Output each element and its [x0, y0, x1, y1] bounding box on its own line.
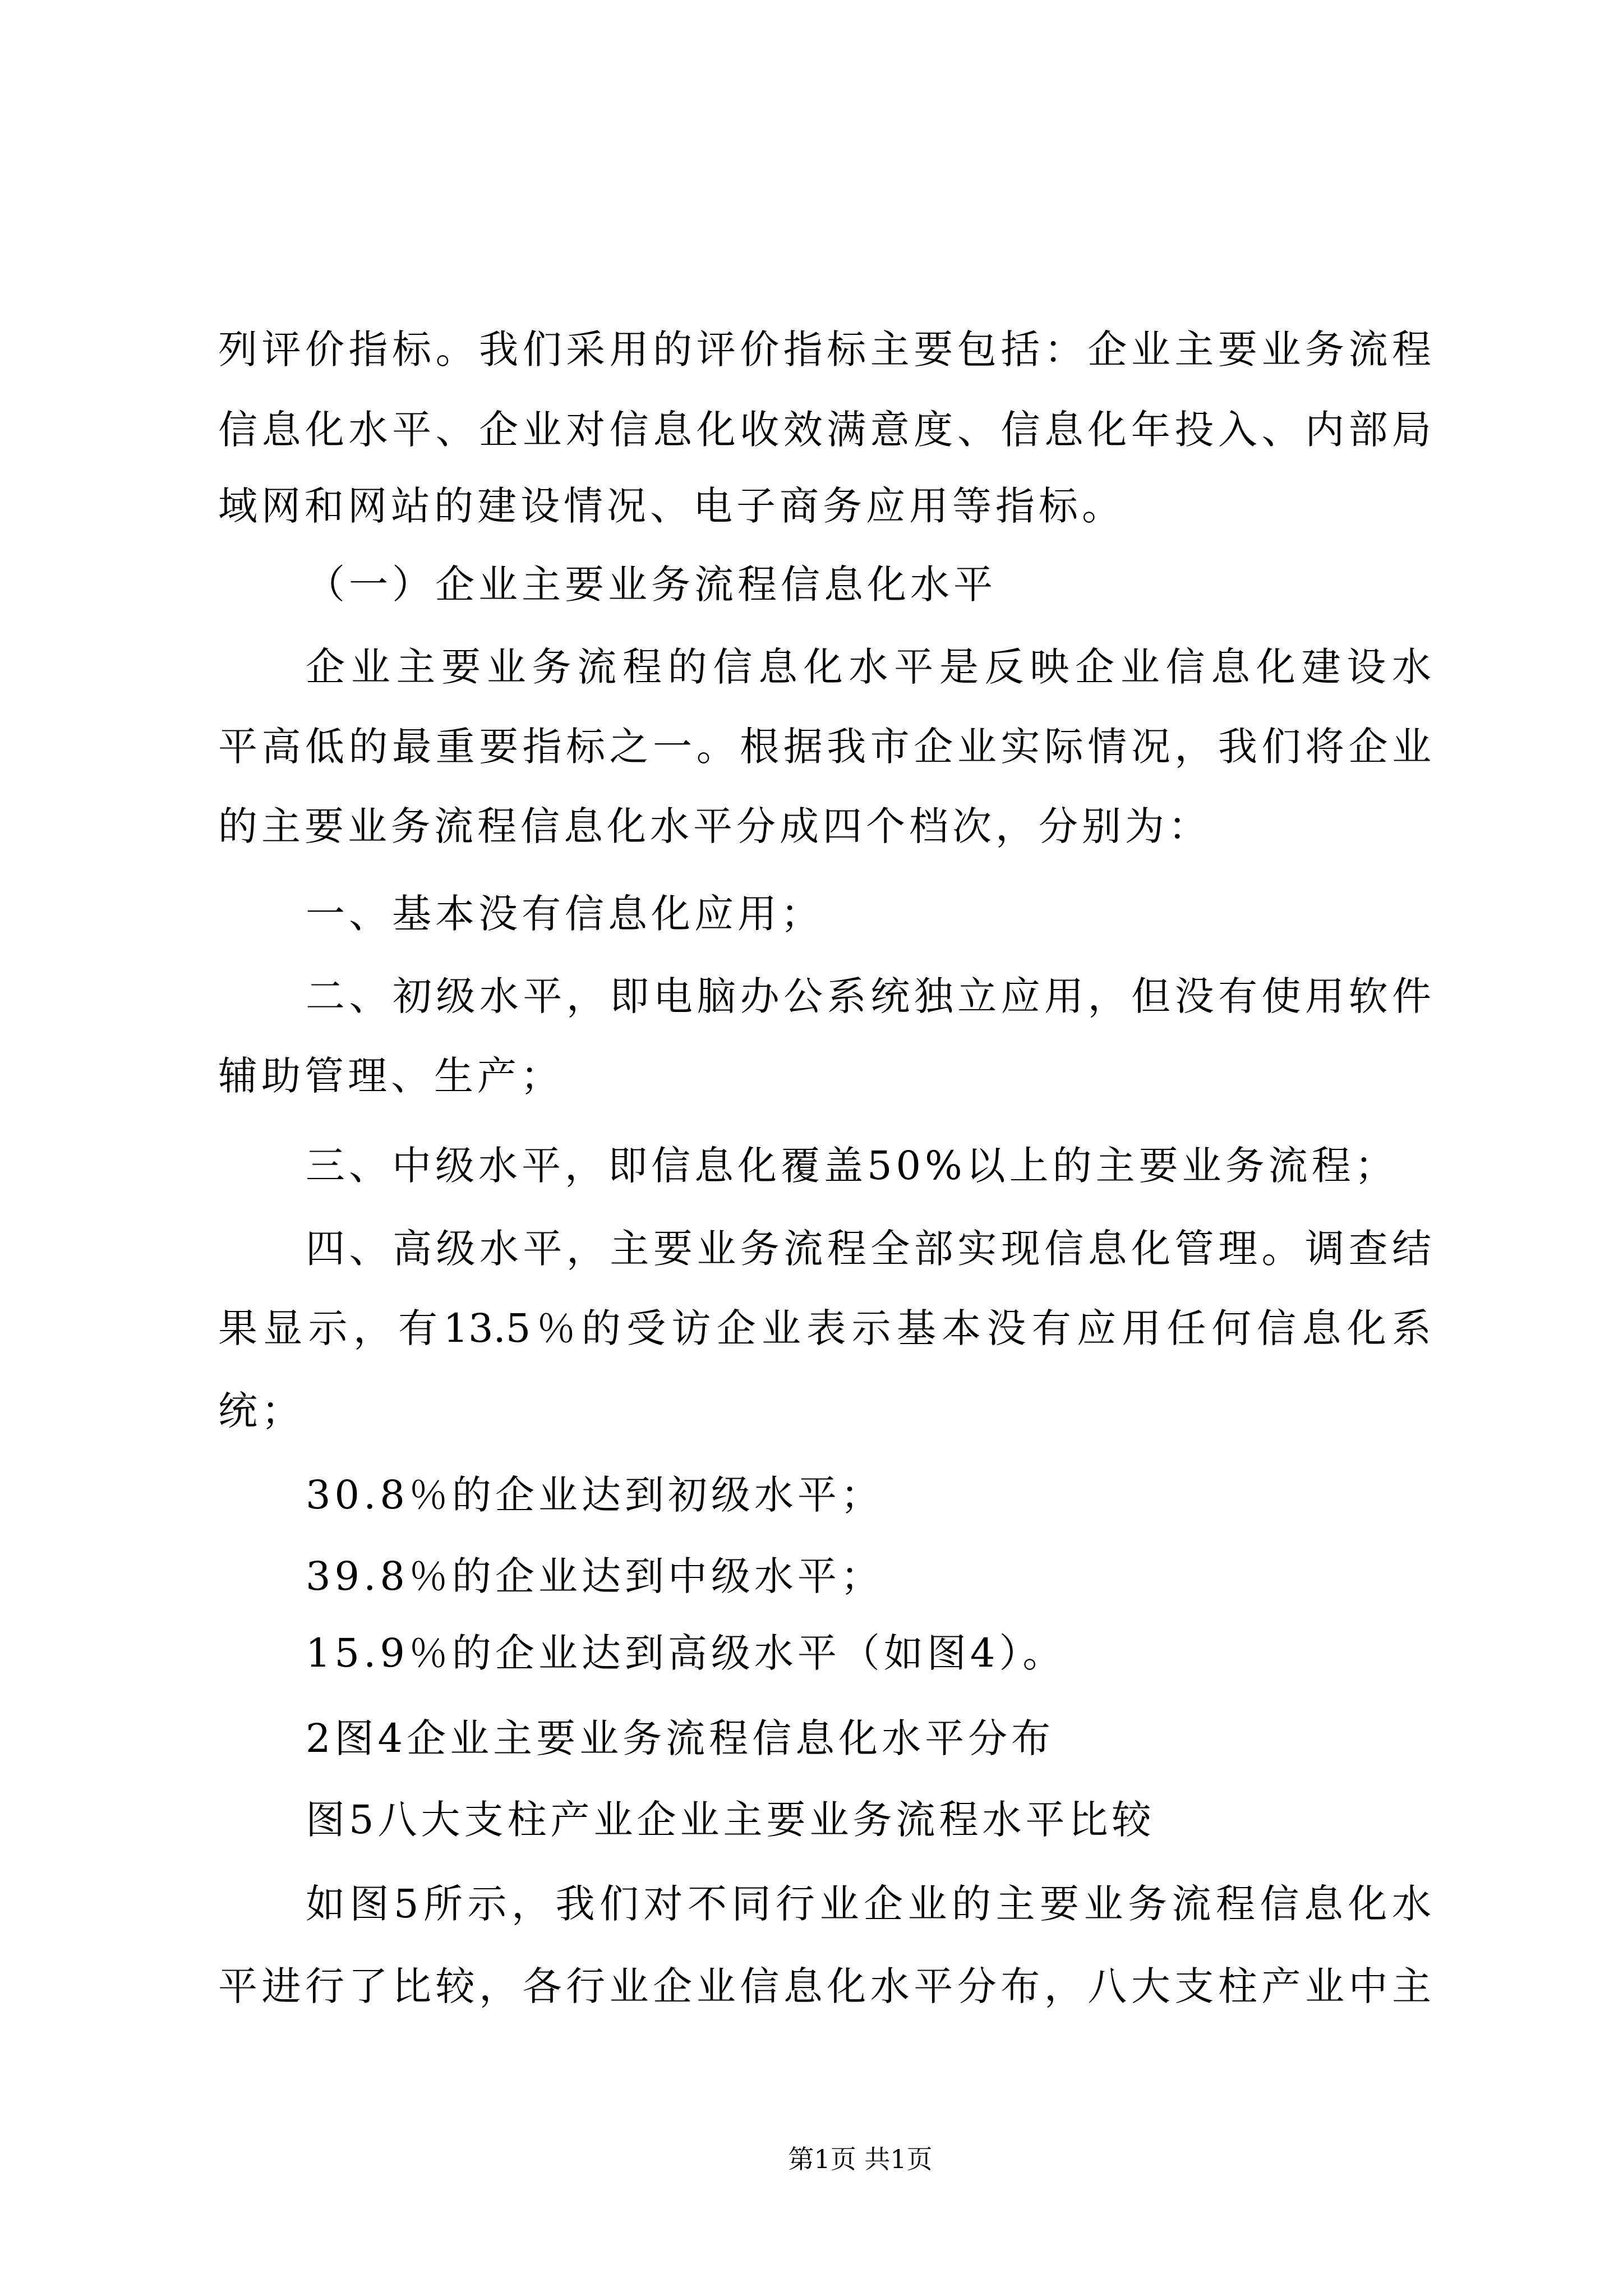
body-text-line: 平高低的最重要指标之一。根据我市企业实际情况，我们将企业	[218, 724, 1431, 770]
body-text-line: 企业主要业务流程的信息化水平是反映企业信息化建设水	[306, 644, 1431, 690]
list-item-line: 二、初级水平，即电脑办公系统独立应用，但没有使用软件	[306, 973, 1431, 1019]
body-text-line: 列评价指标。我们采用的评价指标主要包括：企业主要业务流程	[218, 326, 1431, 372]
list-item-line: 一、基本没有信息化应用；	[306, 891, 824, 937]
list-item-line: 三、中级水平，即信息化覆盖50%以上的主要业务流程；	[306, 1143, 1398, 1189]
body-text-line: 30.8％的企业达到初级水平；	[306, 1472, 884, 1518]
body-text-line: 信息化水平、企业对信息化收效满意度、信息化年投入、内部局	[218, 407, 1431, 453]
page-footer: 第1页 共1页	[788, 2144, 933, 2174]
body-text-line: 域网和网站的建设情况、电子商务应用等指标。	[218, 483, 1125, 529]
body-text-line: 15.9％的企业达到高级水平（如图4）。	[306, 1630, 1066, 1676]
figure-caption: 图5八大支柱产业企业主要业务流程水平比较	[306, 1797, 1155, 1843]
list-item-line: 四、高级水平，主要业务流程全部实现信息化管理。调查结	[306, 1226, 1431, 1272]
list-item-line: 果显示，有13.5％的受访企业表示基本没有应用任何信息化系	[218, 1305, 1431, 1351]
list-item-line: 辅助管理、生产；	[218, 1053, 564, 1099]
body-text-line: 平进行了比较，各行业企业信息化水平分布，八大支柱产业中主	[218, 1963, 1431, 2009]
body-text-line: 的主要业务流程信息化水平分成四个档次，分别为：	[218, 803, 1211, 849]
figure-caption: 2图4企业主要业务流程信息化水平分布	[306, 1715, 1055, 1761]
list-item-line: 统；	[218, 1388, 305, 1434]
body-text-line: 39.8％的企业达到中级水平；	[306, 1553, 884, 1599]
body-text-line: 如图5所示，我们对不同行业企业的主要业务流程信息化水	[306, 1881, 1431, 1927]
section-heading: （一）企业主要业务流程信息化水平	[306, 562, 997, 608]
